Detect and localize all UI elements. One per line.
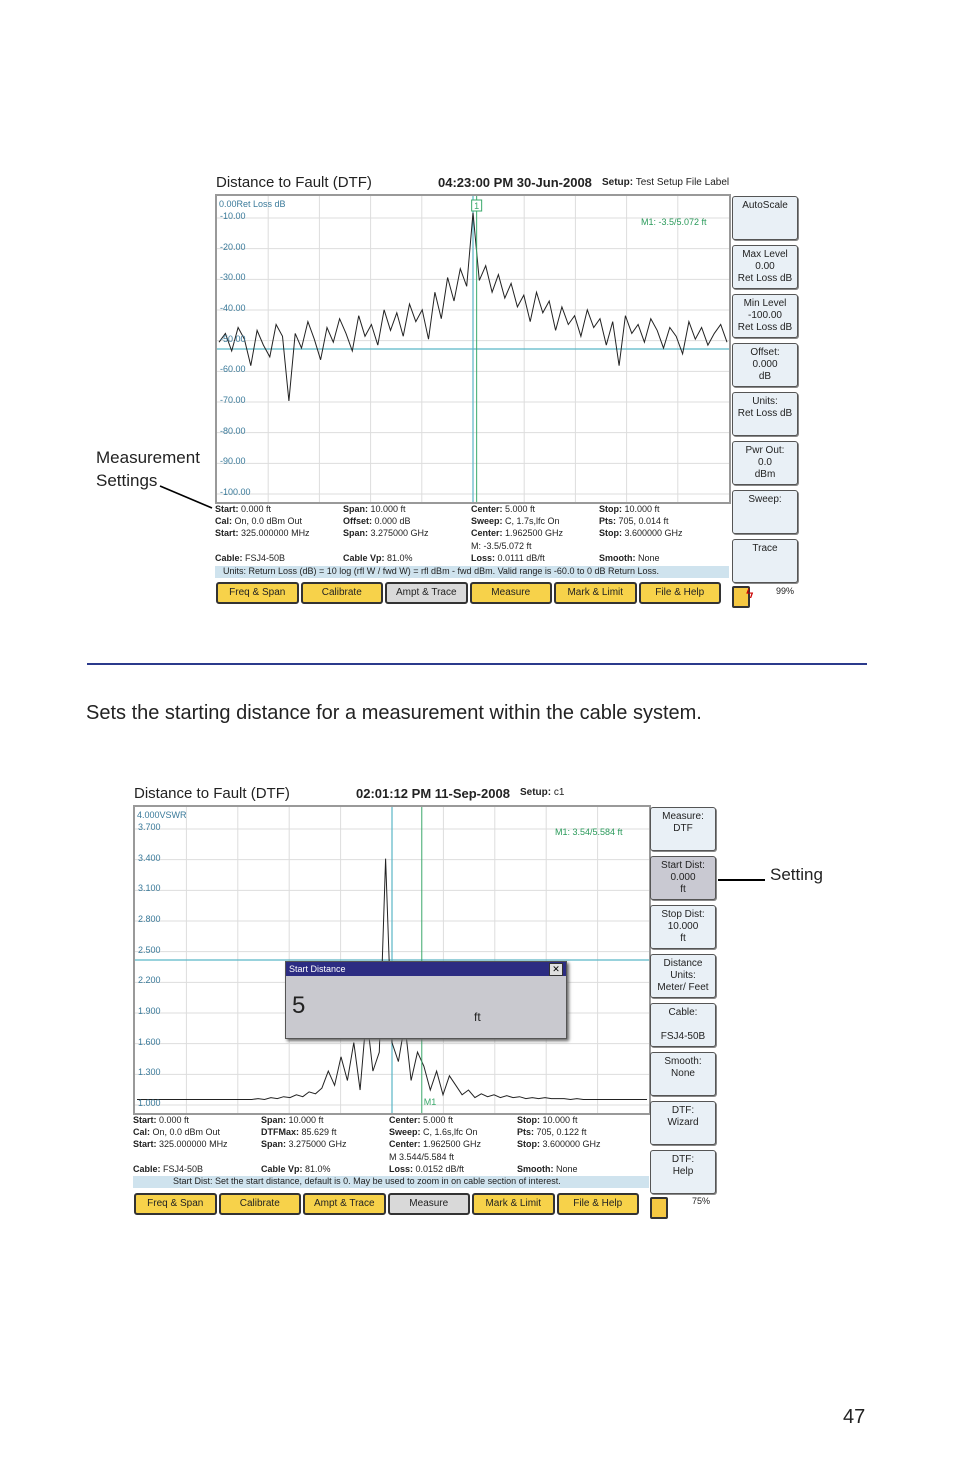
battery-icon — [650, 1197, 668, 1219]
y-axis-label: -70.00 — [220, 395, 246, 405]
lightning-icon: ϟ — [746, 585, 754, 601]
setting-key: Span: — [343, 504, 369, 514]
setting-key: Sweep: — [471, 516, 503, 527]
page-number: 47 — [843, 1406, 866, 1428]
setting-c3-1: Sweep: C, 1.6s,lfc On — [389, 1127, 478, 1138]
softkey-4[interactable]: Offset: 0.000 dB — [732, 343, 798, 387]
setting-key: Smooth: — [599, 552, 636, 563]
setting-c4-4: Smooth: None — [599, 552, 660, 563]
marker-number: M1 — [423, 1097, 437, 1107]
trace-plot-svg — [217, 196, 729, 502]
setting-key: Cal: — [133, 1127, 151, 1138]
setup-label — [520, 787, 564, 798]
setting-c2-4: Cable Vp: 81.0% — [261, 1163, 331, 1174]
setting-key: Span: — [261, 1139, 287, 1150]
setting-c2-1: DTFMax: 85.629 ft — [261, 1127, 337, 1138]
setting-c2-4: Cable Vp: 81.0% — [343, 552, 413, 563]
setting-c2-0: Span: 10.000 ft — [261, 1115, 324, 1125]
setting-key: Span: — [343, 528, 369, 539]
y-axis-label: 1.900 — [138, 1006, 161, 1016]
callout-leader-line — [150, 478, 220, 512]
callout-measurement-settings: Measurement Settings — [96, 448, 200, 490]
screen-time: 02:01:12 PM 11-Sep-2008 — [356, 786, 510, 801]
setting-key: Stop: — [599, 528, 622, 539]
marker-flag — [424, 1097, 437, 1107]
y-axis-label: -60.00 — [220, 364, 246, 375]
setup-key: Setup: — [602, 177, 634, 188]
setting-key: Stop: — [517, 1139, 540, 1150]
y-axis-label: 3.400 — [138, 852, 161, 863]
help-line: Start Dist: Set the start distance, default is 0. May be used to zoom in on cable section of interest. — [133, 1176, 649, 1188]
setting-key: Cable: — [133, 1163, 161, 1174]
setting-key: DTFMax: — [261, 1127, 299, 1138]
setting-c3-2: Center: 1.962500 GHz — [471, 528, 564, 539]
setting-c2-2: Span: 3.275000 GHz — [343, 528, 429, 539]
setting-c1-4: Cable: FSJ4-50B — [133, 1163, 204, 1174]
setting-c2-0: Span: 10.000 ft — [343, 504, 406, 514]
softkey-3[interactable]: Stop Dist: 10.000 ft — [650, 905, 716, 949]
trace-plot-svg — [135, 807, 649, 1113]
y-axis-label: -30.00 — [220, 272, 246, 283]
close-icon[interactable]: ✕ — [549, 963, 563, 976]
marker-number: 1 — [474, 201, 480, 211]
softkey-3[interactable]: Min Level -100.00 Ret Loss dB — [732, 294, 798, 338]
y-axis-label: -50.00 — [220, 333, 246, 344]
setting-c3-2: Center: 1.962500 GHz — [389, 1139, 482, 1150]
setting-c1-1: Cal: On, 0.0 dBm Out — [215, 516, 303, 527]
setting-c3-0: Center: 5.000 ft — [471, 504, 536, 514]
softkey-5[interactable]: Cable: FSJ4-50B — [650, 1003, 716, 1047]
softkey-1[interactable]: AutoScale — [732, 196, 798, 240]
y-axis-label: -80.00 — [220, 425, 246, 436]
y-axis-label: 2.200 — [138, 975, 161, 986]
softkey-4[interactable]: Distance Units: Meter/ Feet — [650, 954, 716, 998]
setting-key: Stop: — [517, 1115, 540, 1125]
screen-title: Distance to Fault (DTF) — [216, 174, 372, 191]
setting-key: Offset: — [343, 516, 372, 527]
reference-level-label: 0.00Ret Loss dB — [219, 199, 286, 209]
tab-2[interactable]: Calibrate — [301, 582, 384, 604]
setting-c1-2: Start: 325.000000 MHz — [133, 1139, 228, 1150]
setting-c3-1: Sweep: C, 1.7s,lfc On — [471, 516, 560, 527]
setting-key: Stop: — [599, 504, 622, 514]
y-axis-label: 1.300 — [138, 1067, 161, 1078]
y-axis-label: 3.700 — [138, 822, 161, 832]
setup-label — [602, 177, 729, 188]
tab-3[interactable]: Ampt & Trace — [303, 1193, 386, 1215]
setting-key: Loss: — [471, 552, 496, 563]
softkey-6[interactable]: Pwr Out: 0.0 dBm — [732, 441, 798, 485]
setting-c2-2: Span: 3.275000 GHz — [261, 1139, 347, 1150]
setting-c3-4: Loss: 0.0152 dB/ft — [389, 1163, 465, 1174]
setting-c3-3: M: -3.5/5.072 ft — [471, 540, 532, 551]
battery-level: 75% — [692, 1196, 711, 1206]
setting-key: Center: — [471, 504, 503, 514]
marker-readout: M1: 3.54/5.584 ft — [555, 827, 623, 837]
setting-c4-1: Pts: 705, 0.122 ft — [517, 1127, 587, 1138]
setting-key: Start: — [133, 1115, 157, 1125]
setting-key: Smooth: — [517, 1163, 554, 1174]
setting-c1-2: Start: 325.000000 MHz — [215, 528, 310, 539]
setting-c4-4: Smooth: None — [517, 1163, 578, 1174]
tab-5[interactable]: Mark & Limit — [554, 582, 637, 604]
setting-key: Pts: — [517, 1127, 535, 1138]
battery-level: 99% — [776, 586, 795, 596]
setting-c4-0: Stop: 10.000 ft — [599, 504, 660, 514]
setting-key: Cal: — [215, 516, 233, 527]
y-axis-label: -20.00 — [220, 241, 246, 252]
tab-5[interactable]: Mark & Limit — [472, 1193, 555, 1215]
setting-key: Center: — [389, 1139, 421, 1150]
setting-key: Center: — [389, 1115, 421, 1125]
tab-6[interactable]: File & Help — [557, 1193, 640, 1215]
setting-key: Loss: — [389, 1163, 414, 1174]
y-axis-label: -100.00 — [220, 487, 251, 497]
setting-key: Start: — [215, 528, 239, 539]
tab-3[interactable]: Ampt & Trace — [385, 582, 468, 604]
setting-key: Sweep: — [389, 1127, 421, 1138]
marker-readout: M1: -3.5/5.072 ft — [641, 217, 707, 227]
dtf-screenshot-2 — [130, 783, 722, 1221]
softkey-2[interactable]: Max Level 0.00 Ret Loss dB — [732, 245, 798, 289]
setting-c1-0: Start: 0.000 ft — [215, 504, 272, 514]
callout-setting: Setting — [770, 865, 823, 884]
dtf-screenshot-1 — [212, 172, 802, 608]
callout-leader-line — [718, 879, 765, 881]
softkey-8[interactable]: Trace — [732, 539, 798, 583]
y-axis-label: 1.600 — [138, 1036, 161, 1047]
softkey-6[interactable]: Smooth: None — [650, 1052, 716, 1096]
setting-key: Start: — [133, 1139, 157, 1150]
tab-1[interactable]: Freq & Span — [134, 1193, 217, 1215]
section-divider — [87, 663, 867, 665]
help-line: Units: Return Loss (dB) = 10 log (rfl W / fwd W) = rfl dBm - fwd dBm. Valid range is -60.0 to 0 dB Return Loss. — [215, 566, 729, 578]
y-axis-label: 1.000 — [138, 1098, 161, 1108]
setting-key: Cable Vp: — [343, 552, 385, 563]
y-axis-label: -90.00 — [220, 456, 246, 467]
trace-plot[interactable] — [215, 194, 731, 504]
screen-time: 04:23:00 PM 30-Jun-2008 — [438, 175, 592, 190]
start-distance-input[interactable]: 5 — [292, 992, 306, 1019]
setting-c3-3: M 3.544/5.584 ft — [389, 1151, 455, 1162]
setting-c1-4: Cable: FSJ4-50B — [215, 552, 286, 563]
setting-key: Pts: — [599, 516, 617, 527]
body-text: Sets the starting distance for a measurement within the cable system. — [86, 702, 702, 724]
setup-value: c1 — [553, 787, 565, 798]
setting-key: Center: — [471, 528, 503, 539]
softkey-7[interactable]: DTF: Wizard — [650, 1101, 716, 1145]
reference-level-label: 4.000VSWR — [137, 810, 187, 820]
setup-key: Setup: — [520, 787, 552, 798]
setting-c4-0: Stop: 10.000 ft — [517, 1115, 578, 1125]
y-axis-label: 2.500 — [138, 944, 161, 955]
setting-c3-0: Center: 5.000 ft — [389, 1115, 454, 1125]
marker-flag — [472, 200, 482, 211]
softkey-2[interactable]: Start Dist: 0.000 ft — [650, 856, 716, 900]
setup-value: Test Setup File Label — [635, 177, 730, 188]
softkey-5[interactable]: Units: Ret Loss dB — [732, 392, 798, 436]
setting-c3-4: Loss: 0.0111 dB/ft — [471, 552, 545, 563]
softkey-8[interactable]: DTF: Help — [650, 1150, 716, 1194]
setting-c1-1: Cal: On, 0.0 dBm Out — [133, 1127, 221, 1138]
distance-unit: ft — [474, 1010, 481, 1024]
setting-key: Span: — [261, 1115, 287, 1125]
tab-6[interactable]: File & Help — [639, 582, 722, 604]
setting-c4-1: Pts: 705, 0.014 ft — [599, 516, 669, 527]
dialog-title: Start Distance — [286, 962, 566, 976]
setting-c2-1: Offset: 0.000 dB — [343, 516, 411, 527]
setting-c4-2: Stop: 3.600000 GHz — [517, 1139, 601, 1150]
softkey-1[interactable]: Measure: DTF — [650, 807, 716, 851]
setting-key: Cable Vp: — [261, 1163, 303, 1174]
setting-key: Cable: — [215, 552, 243, 563]
y-axis-label: -40.00 — [220, 303, 246, 313]
y-axis-label: 3.100 — [138, 883, 161, 894]
y-axis-label: -10.00 — [220, 211, 246, 221]
trace-plot[interactable] — [133, 805, 651, 1115]
start-distance-dialog[interactable] — [285, 961, 567, 1039]
tab-4[interactable]: Measure — [470, 582, 553, 604]
softkey-7[interactable]: Sweep: — [732, 490, 798, 534]
setting-c4-2: Stop: 3.600000 GHz — [599, 528, 683, 539]
setting-key: Start: — [215, 504, 239, 514]
tab-2[interactable]: Calibrate — [219, 1193, 302, 1215]
tab-4[interactable]: Measure — [388, 1193, 471, 1215]
screen-title: Distance to Fault (DTF) — [134, 785, 290, 802]
y-axis-label: 2.800 — [138, 914, 161, 924]
tab-1[interactable]: Freq & Span — [216, 582, 299, 604]
setting-c1-0: Start: 0.000 ft — [133, 1115, 190, 1125]
